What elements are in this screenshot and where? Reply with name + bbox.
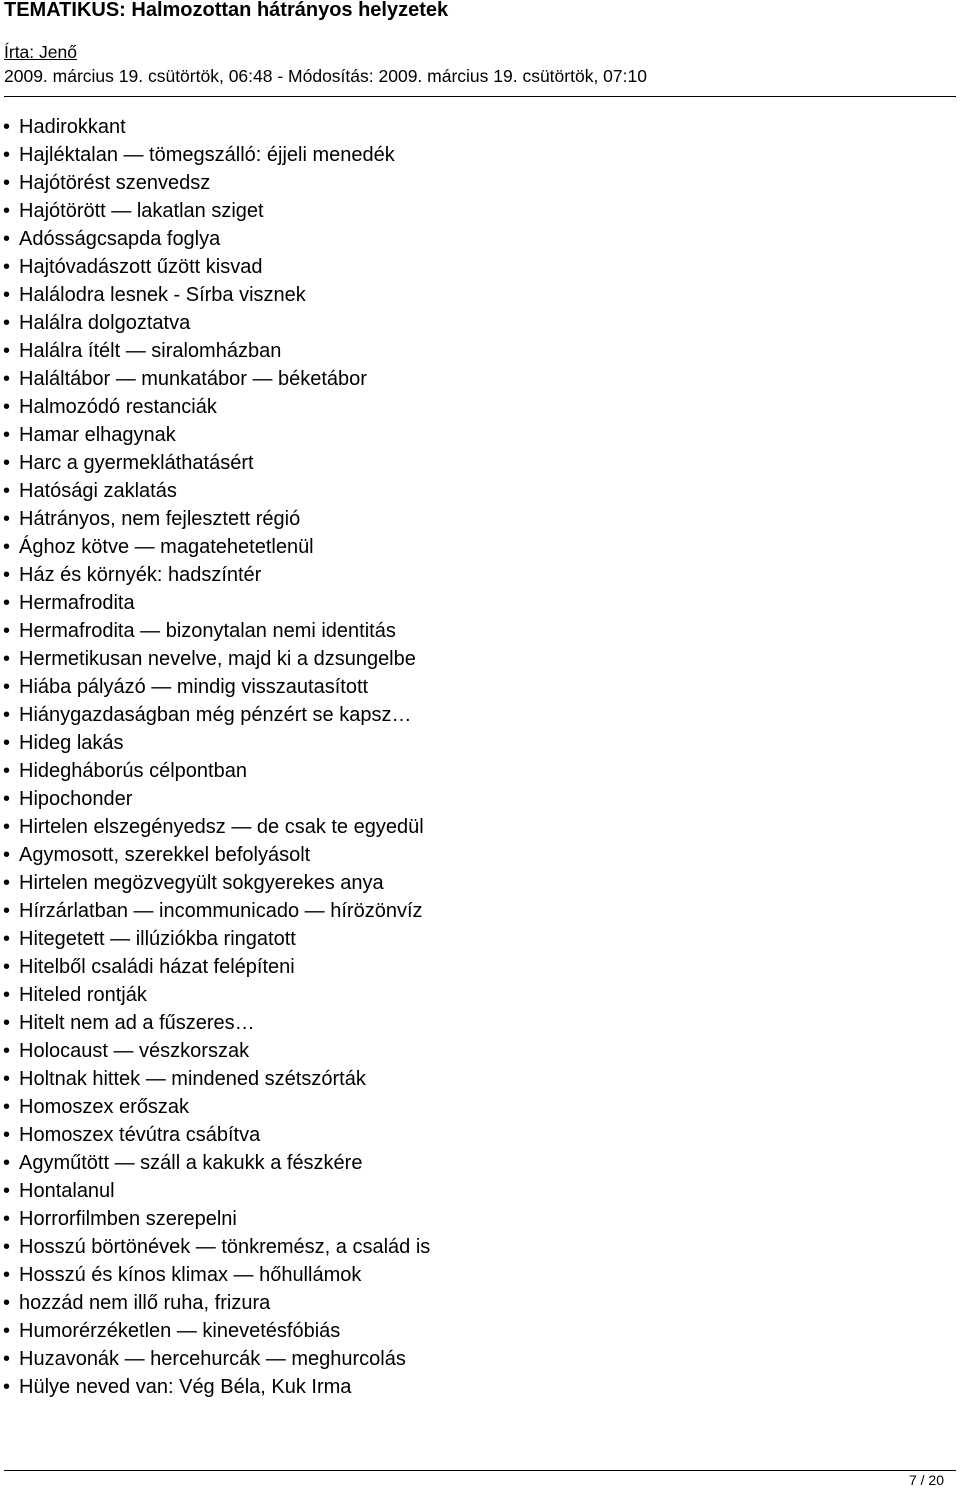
author-line <box>4 41 956 63</box>
list-item <box>0 757 940 785</box>
list-item-text: Hajléktalan — tömegszálló: éjjeli menedék <box>19 144 395 166</box>
date-line: 2009. március 19. csütörtök, 06:48 - Módosítás: 2009. március 19. csütörtök, 07:10 <box>4 66 647 86</box>
bullet-icon: • <box>3 1180 11 1202</box>
bullet-icon: • <box>3 1208 11 1230</box>
list-item-text: Ághoz kötve — magatehetetlenül <box>19 536 314 558</box>
list-item <box>0 253 940 281</box>
bullet-icon: • <box>3 956 11 978</box>
list-item-text: Hitelt nem ad a fűszeres… <box>19 1012 255 1034</box>
list-item-text: Hírzárlatban — incommunicado — hírözönvíz <box>19 900 423 922</box>
bullet-icon: • <box>3 592 11 614</box>
bullet-icon: • <box>3 620 11 642</box>
bullet-icon: • <box>3 1124 11 1146</box>
list-item-text: Holtnak hittek — mindened szétszórták <box>19 1068 366 1090</box>
list-item-text: Holocaust — vészkorszak <box>19 1040 250 1062</box>
list-item-text: Hirtelen megözvegyült sokgyerekes anya <box>19 872 384 894</box>
list-item <box>0 673 940 701</box>
bullet-icon: • <box>3 116 11 138</box>
list-item <box>0 953 940 981</box>
bullet-icon: • <box>3 424 11 446</box>
list-item <box>0 617 940 645</box>
bullet-icon: • <box>3 984 11 1006</box>
list-item <box>0 477 940 505</box>
list-item <box>0 1261 940 1289</box>
bullet-icon: • <box>3 900 11 922</box>
list-item <box>0 393 940 421</box>
list-item <box>0 1205 940 1233</box>
list-item-text: Haláltábor — munkatábor — béketábor <box>19 368 367 390</box>
bullet-icon: • <box>3 200 11 222</box>
list-item <box>0 785 940 813</box>
bullet-icon: • <box>3 1376 11 1398</box>
list-item <box>0 897 940 925</box>
list-item <box>0 1037 940 1065</box>
list-item-text: Homoszex tévútra csábítva <box>19 1124 261 1146</box>
list-item-text: Hitelből családi házat felépíteni <box>19 956 295 978</box>
list-item <box>0 1233 940 1261</box>
bullet-icon: • <box>3 844 11 866</box>
list-item-text: Hiánygazdaságban még pénzért se kapsz… <box>19 704 412 726</box>
list-item <box>0 561 940 589</box>
list-item-text: Hermafrodita <box>19 592 135 614</box>
list-item-text: Hermafrodita — bizonytalan nemi identitás <box>19 620 396 642</box>
list-item <box>0 1345 940 1373</box>
list-item <box>0 869 940 897</box>
list-item <box>0 981 940 1009</box>
list-item-text: Hajtóvadászott űzött kisvad <box>19 256 263 278</box>
list-item-text: Harc a gyermekláthatásért <box>19 452 254 474</box>
list-item-text: hozzád nem illő ruha, frizura <box>19 1292 271 1314</box>
bullet-icon: • <box>3 172 11 194</box>
bullet-list <box>0 113 940 1401</box>
list-item <box>0 421 940 449</box>
list-item-text: Hatósági zaklatás <box>19 480 177 502</box>
list-item-text: Hontalanul <box>19 1180 115 1202</box>
list-item <box>0 1289 940 1317</box>
list-item <box>0 449 940 477</box>
bullet-icon: • <box>3 368 11 390</box>
bullet-icon: • <box>3 228 11 250</box>
list-item-text: Homoszex erőszak <box>19 1096 190 1118</box>
list-item <box>0 1317 940 1345</box>
list-item-text: Hermetikusan nevelve, majd ki a dzsungelbe <box>19 648 416 670</box>
list-item <box>0 645 940 673</box>
list-item-text: Hamar elhagynak <box>19 424 176 446</box>
list-item-text: Hátrányos, nem fejlesztett régió <box>19 508 301 530</box>
list-item-text: Hirtelen elszegényedsz — de csak te egyedül <box>19 816 424 838</box>
list-item-text: Hidegháborús célpontban <box>19 760 247 782</box>
bullet-icon: • <box>3 872 11 894</box>
bullet-icon: • <box>3 1068 11 1090</box>
list-item-text: Agyműtött — száll a kakukk a fészkére <box>19 1152 363 1174</box>
list-item <box>0 113 940 141</box>
list-item-text: Halálra dolgoztatva <box>19 312 191 334</box>
list-item <box>0 729 940 757</box>
list-item <box>0 225 940 253</box>
list-item-text: Hadirokkant <box>19 116 126 138</box>
list-item <box>0 1093 940 1121</box>
list-item <box>0 1373 940 1401</box>
bullet-icon: • <box>3 480 11 502</box>
list-item-text: Ház és környék: hadszíntér <box>19 564 262 586</box>
bullet-icon: • <box>3 732 11 754</box>
list-item <box>0 365 940 393</box>
bullet-icon: • <box>3 760 11 782</box>
list-item <box>0 337 940 365</box>
list-item <box>0 589 940 617</box>
list-item <box>0 169 940 197</box>
list-item <box>0 533 940 561</box>
bullet-icon: • <box>3 312 11 334</box>
list-item-text: Hajótörött — lakatlan sziget <box>19 200 264 222</box>
list-item-text: Hideg lakás <box>19 732 124 754</box>
list-item-text: Adósságcsapda foglya <box>19 228 221 250</box>
header-divider <box>4 96 956 97</box>
list-item <box>0 505 940 533</box>
list-item-text: Horrorfilmben szerepelni <box>19 1208 237 1230</box>
list-item <box>0 141 940 169</box>
bullet-icon: • <box>3 1348 11 1370</box>
bullet-icon: • <box>3 676 11 698</box>
list-item <box>0 1177 940 1205</box>
bullet-icon: • <box>3 788 11 810</box>
list-item-text: Hiába pályázó — mindig visszautasított <box>19 676 369 698</box>
bullet-icon: • <box>3 816 11 838</box>
list-item-text: Huzavonák — hercehurcák — meghurcolás <box>19 1348 406 1370</box>
bullet-icon: • <box>3 1152 11 1174</box>
list-item-text: Hipochonder <box>19 788 133 810</box>
page-title: TEMATIKUS: Halmozottan hátrányos helyzetek <box>4 0 449 21</box>
bullet-icon: • <box>3 1236 11 1258</box>
bullet-icon: • <box>3 256 11 278</box>
list-item <box>0 309 940 337</box>
bullet-icon: • <box>3 1320 11 1342</box>
list-item-text: Humorérzéketlen — kinevetésfóbiás <box>19 1320 341 1342</box>
list-item <box>0 1009 940 1037</box>
list-item-text: Hiteled rontják <box>19 984 147 1006</box>
list-item <box>0 813 940 841</box>
bullet-icon: • <box>3 536 11 558</box>
bullet-icon: • <box>3 1096 11 1118</box>
list-item <box>0 925 940 953</box>
list-item <box>0 1065 940 1093</box>
bullet-icon: • <box>3 508 11 530</box>
list-item-text: Hosszú és kínos klimax — hőhullámok <box>19 1264 362 1286</box>
bullet-icon: • <box>3 340 11 362</box>
list-item <box>0 197 940 225</box>
bullet-icon: • <box>3 1040 11 1062</box>
list-item <box>0 1121 940 1149</box>
bullet-icon: • <box>3 704 11 726</box>
list-item <box>0 841 940 869</box>
list-item-text: Hitegetett — illúziókba ringatott <box>19 928 296 950</box>
list-item <box>0 281 940 309</box>
footer-divider <box>4 1470 956 1471</box>
list-item <box>0 701 940 729</box>
list-item <box>0 1149 940 1177</box>
bullet-icon: • <box>3 284 11 306</box>
bullet-icon: • <box>3 144 11 166</box>
list-item-text: Agymosott, szerekkel befolyásolt <box>19 844 311 866</box>
bullet-icon: • <box>3 1264 11 1286</box>
document-header <box>4 0 956 87</box>
list-item-text: Halmozódó restanciák <box>19 396 217 418</box>
bullet-icon: • <box>3 396 11 418</box>
list-item-text: Halálodra lesnek - Sírba visznek <box>19 284 306 306</box>
author-link[interactable]: Írta: Jenő <box>4 42 77 62</box>
list-item-text: Hajótörést szenvedsz <box>19 172 211 194</box>
bullet-icon: • <box>3 1292 11 1314</box>
bullet-icon: • <box>3 564 11 586</box>
bullet-icon: • <box>3 1012 11 1034</box>
bullet-icon: • <box>3 648 11 670</box>
bullet-icon: • <box>3 452 11 474</box>
bullet-icon: • <box>3 928 11 950</box>
list-item-text: Hülye neved van: Vég Béla, Kuk Irma <box>19 1376 352 1398</box>
list-item-text: Halálra ítélt — siralomházban <box>19 340 282 362</box>
page-number: 7 / 20 <box>908 1472 944 1488</box>
list-item-text: Hosszú börtönévek — tönkremész, a család is <box>19 1236 431 1258</box>
